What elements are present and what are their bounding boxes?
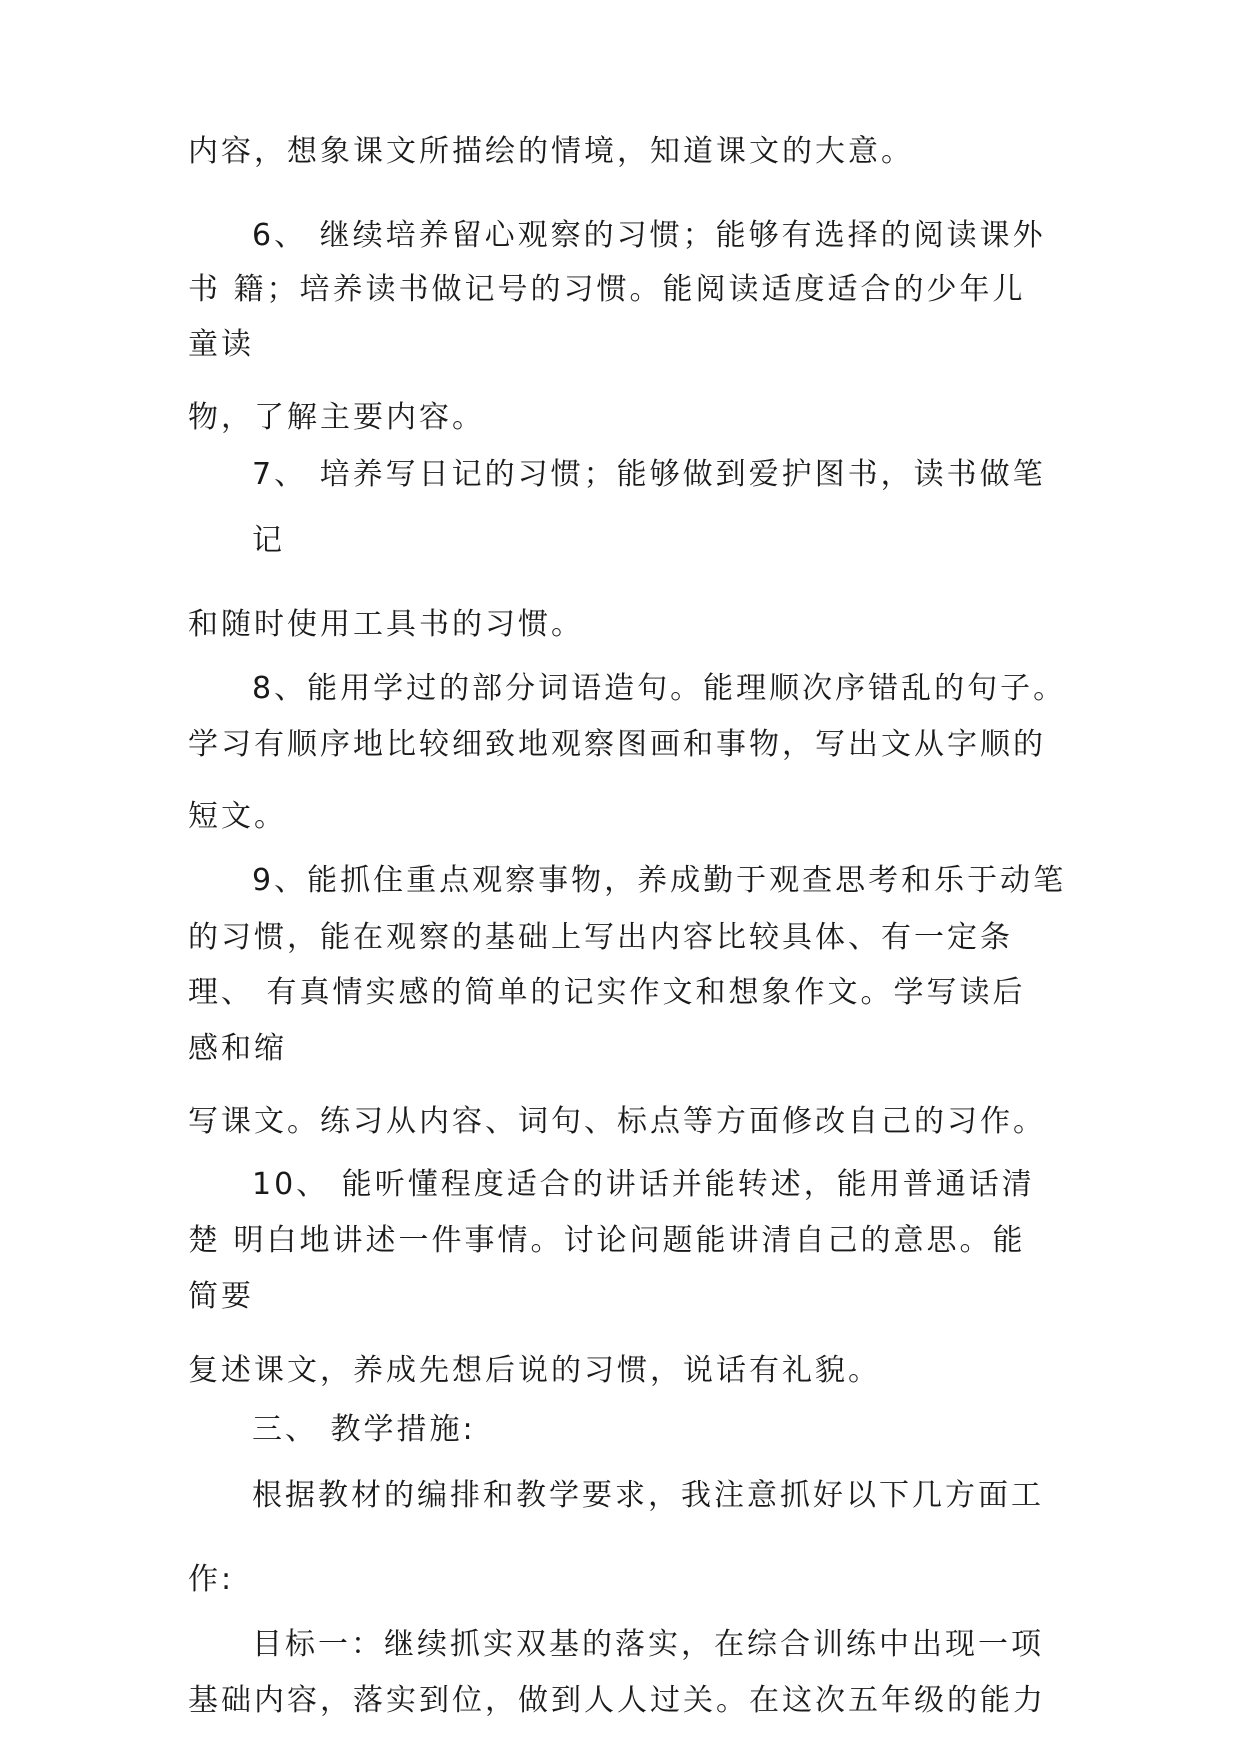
- text-line: 理、 有真情实感的简单的记实作文和想象作文。学写读后: [188, 975, 1026, 1010]
- text-line: 10、 能听懂程度适合的讲话并能转述，能用普通话清: [252, 1167, 1035, 1202]
- text-line: 写课文。练习从内容、词句、标点等方面修改自己的习作。: [188, 1104, 1046, 1139]
- text-line: 感和缩: [188, 1031, 287, 1066]
- text-line: 物，了解主要内容。: [188, 400, 485, 435]
- text-line: 简要: [188, 1279, 254, 1314]
- text-line: 作:: [188, 1562, 235, 1597]
- text-line: 8、能用学过的部分词语造句。能理顺次序错乱的句子。: [252, 671, 1067, 706]
- text-line: 的习惯，能在观察的基础上写出内容比较具体、有一定条: [188, 920, 1013, 955]
- text-line: 和随时使用工具书的习惯。: [188, 607, 584, 642]
- text-line: 目标一：继续抓实双基的落实，在综合训练中出现一项: [252, 1627, 1044, 1662]
- text-line: 6、 继续培养留心观察的习惯；能够有选择的阅读课外: [252, 218, 1046, 253]
- text-line: 楚 明白地讲述一件事情。讨论问题能讲清自己的意思。能: [188, 1223, 1026, 1258]
- text-line: 书 籍；培养读书做记号的习惯。能阅读适度适合的少年儿: [188, 272, 1026, 307]
- text-line: 短文。: [188, 799, 287, 834]
- text-line: 根据教材的编排和教学要求，我注意抓好以下几方面工: [252, 1478, 1044, 1513]
- section-heading: 三、 教学措施:: [252, 1412, 476, 1447]
- text-line: 复述课文，养成先想后说的习惯，说话有礼貌。: [188, 1353, 881, 1388]
- text-line: 记: [252, 523, 285, 558]
- text-line: 7、 培养写日记的习惯；能够做到爱护图书，读书做笔: [252, 457, 1046, 492]
- text-line: 学习有顺序地比较细致地观察图画和事物，写出文从字顺的: [188, 727, 1046, 762]
- text-line: 内容，想象课文所描绘的情境，知道课文的大意。: [188, 134, 914, 169]
- text-line: 童读: [188, 327, 254, 362]
- text-line: 基础内容，落实到位，做到人人过关。在这次五年级的能力: [188, 1683, 1046, 1718]
- text-line: 9、能抓住重点观察事物，养成勤于观查思考和乐于动笔: [252, 863, 1067, 898]
